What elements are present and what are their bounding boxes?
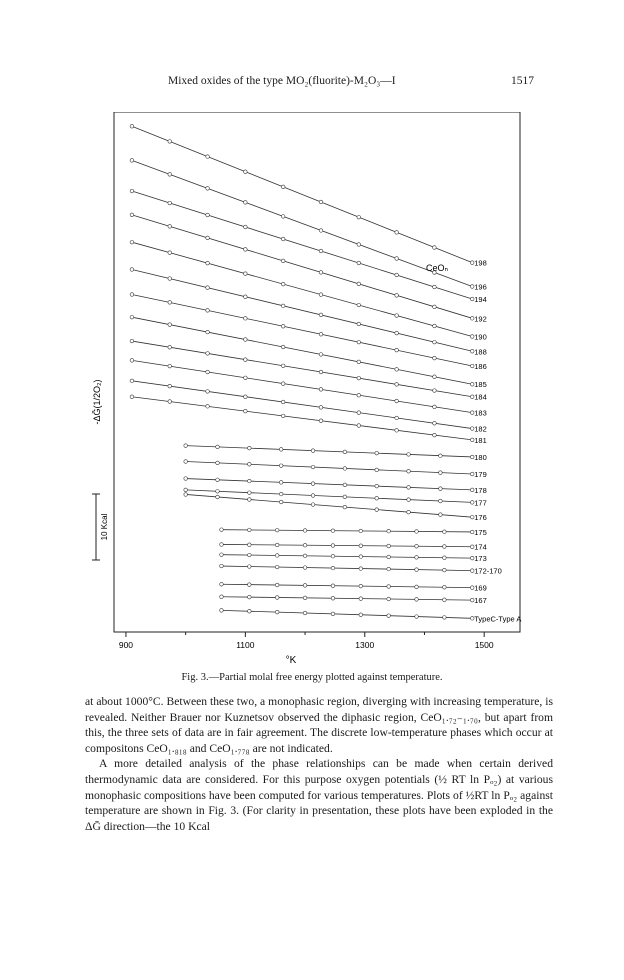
data-point [387,585,391,589]
data-point [395,348,399,352]
data-point [248,609,252,613]
series-label: 190 [474,332,487,342]
data-point [387,544,391,548]
data-point [220,595,224,599]
series-line [132,397,472,440]
series-label: 196 [474,282,487,292]
data-point [244,395,248,399]
series-176 [184,493,487,523]
data-point [206,187,210,191]
data-point [407,498,411,502]
data-point [130,240,134,244]
data-point [206,405,210,409]
data-point [395,399,399,403]
scale-bar-label: 10 Kcal [100,513,109,541]
data-point [357,424,361,428]
data-point [168,277,172,281]
data-point [343,495,347,499]
page-header [0,75,624,93]
data-point [331,612,335,616]
data-point [303,584,307,588]
series-label: 181 [474,435,487,445]
series-layer [130,124,521,623]
scale-bar [92,494,109,560]
series-line [221,584,472,587]
data-point [415,615,419,619]
series-label: 174 [474,542,487,552]
data-point [443,598,447,602]
running-title: Mixed oxides of the type MO₂(fluorite)-M₂O₃—I [168,75,396,87]
series-label: 192 [474,314,487,324]
data-point [331,566,335,570]
data-point [387,555,391,559]
data-point [439,487,443,491]
series-173 [220,553,487,563]
data-point [319,271,323,275]
series-label: 188 [474,347,487,357]
figure-caption: Fig. 3.—Partial molal free energy plotted against temperature. [181,672,443,683]
data-point [279,464,283,468]
series-line [221,530,472,532]
series-line [221,597,472,600]
data-point [415,568,419,572]
data-point [244,317,248,321]
data-point [303,566,307,570]
data-point [319,419,323,423]
data-point [206,213,210,217]
plot-frame [114,112,520,632]
data-point [319,249,323,253]
data-point [130,395,134,399]
data-point [357,393,361,397]
x-tick-label: 1300 [355,640,375,650]
data-point [439,454,443,458]
data-point [433,356,437,360]
data-point [275,543,279,547]
data-point [281,382,285,386]
data-point [407,486,411,490]
series-186 [130,293,487,371]
data-point [248,595,252,599]
series-line [132,126,472,262]
series-190 [130,240,487,341]
data-point [275,610,279,614]
data-point [184,460,188,464]
data-point [279,481,283,485]
series-line [186,479,473,490]
data-point [375,496,379,500]
data-point [281,324,285,328]
data-point [433,246,437,250]
data-point [281,400,285,404]
data-point [433,421,437,425]
data-point [433,433,437,437]
data-point [130,213,134,217]
x-axis [119,632,494,650]
series-line [132,191,472,299]
data-point [130,159,134,163]
series-167 [220,595,487,605]
data-point [433,340,437,344]
data-point [395,231,399,235]
series-line [132,242,472,336]
series-line [186,494,473,517]
data-point [130,268,134,272]
data-point [130,124,134,128]
series-198 [130,124,487,267]
series-line [132,317,472,384]
data-point [279,448,283,452]
data-point [357,340,361,344]
data-point [130,293,134,297]
data-point [415,530,419,534]
data-point [319,293,323,297]
data-point [216,445,220,449]
data-point [375,468,379,472]
data-point [248,462,252,466]
data-point [168,173,172,177]
data-point [279,492,283,496]
data-point [359,567,363,571]
series-line [186,462,473,475]
data-point [281,185,285,189]
data-point [206,261,210,265]
series-174 [220,543,487,552]
data-point [357,215,361,219]
data-point [244,376,248,380]
x-axis-label: °K [285,655,297,666]
data-point [168,201,172,205]
data-point [395,273,399,277]
data-point [433,375,437,379]
data-point [395,368,399,372]
data-point [311,482,315,486]
data-point [395,294,399,298]
data-point [244,409,248,413]
data-point [220,564,224,568]
data-point [407,469,411,473]
series-label: 173 [474,554,487,564]
data-point [184,477,188,481]
data-point [319,229,323,233]
data-point [443,585,447,589]
data-point [343,483,347,487]
data-point [395,257,399,261]
series-line [221,566,472,571]
data-point [168,225,172,229]
data-point [433,305,437,309]
data-point [319,332,323,336]
legend-title: CeOₙ [426,263,449,273]
data-point [357,282,361,286]
data-point [375,484,379,488]
data-point [275,583,279,587]
data-point [248,528,252,532]
data-point [415,598,419,602]
data-point [216,489,220,493]
data-point [281,414,285,418]
data-point [248,543,252,547]
data-point [303,554,307,558]
data-point [303,611,307,615]
data-point [319,388,323,392]
series-label: 178 [474,485,487,495]
data-point [168,140,172,144]
series-line [221,555,472,558]
data-point [415,585,419,589]
data-point [439,471,443,475]
data-point [206,286,210,290]
data-point [395,416,399,420]
paragraph-2: A more detailed analysis of the phase relationships can be made when certain derived thermodynamic data are considered. For this purpose oxygen potentials (½ RT ln Pₒ₂) at various monophasic compositions have been computed for various temperatures. Plots of ½RT ln Pₒ₂ against temperature are shown in Fig. 3. (For clarity in presentation, these plots have been exploded in the ΔḠ direction—the 10 Kcal [85,757,553,833]
series-label: 179 [474,470,487,479]
data-point [357,243,361,247]
data-point [281,364,285,368]
series-184 [130,339,487,401]
series-169 [220,582,487,592]
data-point [275,554,279,558]
data-point [357,411,361,415]
series-line [186,446,473,457]
data-point [359,584,363,588]
series-line [132,269,472,351]
x-tick-label: 900 [118,640,134,650]
data-point [220,609,224,613]
data-point [168,323,172,327]
data-point [433,389,437,393]
series-line [132,215,472,318]
data-point [281,304,285,308]
data-point [130,379,134,383]
data-point [319,200,323,204]
data-point [248,553,252,557]
data-point [443,556,447,560]
data-point [184,444,188,448]
figure-3-chart [84,112,524,668]
data-point [244,170,248,174]
data-point [311,465,315,469]
data-point [395,383,399,387]
data-point [359,544,363,548]
data-point [443,568,447,572]
data-point [168,345,172,349]
data-point [443,616,447,620]
data-point [319,406,323,410]
data-point [244,295,248,299]
data-point [206,330,210,334]
data-point [184,493,188,497]
data-point [311,449,315,453]
body-text [85,694,553,834]
y-axis-label: -ΔḠ(1/2O₂) [92,379,102,425]
series-175 [220,528,487,537]
data-point [303,596,307,600]
data-point [248,479,252,483]
data-point [311,503,315,507]
series-label: 167 [474,596,487,606]
data-point [216,461,220,465]
data-point [439,499,443,503]
data-point [331,554,335,558]
data-point [343,467,347,471]
data-point [357,322,361,326]
data-point [206,390,210,394]
data-point [319,313,323,317]
data-point [220,543,224,547]
data-point [311,494,315,498]
data-point [168,364,172,368]
data-point [184,488,188,492]
data-point [248,565,252,569]
data-point [359,529,363,533]
series-label: 183 [474,408,487,418]
data-point [275,596,279,600]
data-point [220,528,224,532]
data-point [395,331,399,335]
data-point [220,582,224,586]
series-label: 172-170 [474,566,502,576]
data-point [375,508,379,512]
data-point [248,491,252,495]
series-line [221,610,472,618]
series-180 [184,444,487,462]
data-point [244,201,248,205]
data-point [281,259,285,263]
data-point [206,370,210,374]
data-point [216,478,220,482]
data-point [357,261,361,265]
data-point [415,556,419,560]
x-tick-label: 1100 [236,640,255,650]
data-point [387,614,391,618]
series-label: 198 [474,258,487,268]
data-point [359,613,363,617]
data-point [168,384,172,388]
data-point [130,339,134,343]
data-point [281,215,285,219]
series-line [221,544,472,546]
data-point [130,315,134,319]
data-point [281,237,285,241]
data-point [359,597,363,601]
data-point [407,453,411,457]
data-point [443,530,447,534]
data-point [130,189,134,193]
series-label: 182 [474,424,487,434]
data-point [439,513,443,517]
data-point [331,584,335,588]
data-point [206,236,210,240]
data-point [168,301,172,305]
data-point [279,500,283,504]
series-label: 177 [474,498,487,508]
page-number: 1517 [511,75,534,87]
series-label: 185 [474,380,487,390]
data-point [168,400,172,404]
data-point [281,345,285,349]
data-point [303,529,307,533]
data-point [244,358,248,362]
data-point [206,155,210,159]
data-point [168,251,172,255]
series-label: 175 [474,527,487,537]
data-point [319,353,323,357]
data-point [375,451,379,455]
data-point [443,545,447,549]
data-point [433,405,437,409]
data-point [395,429,399,433]
data-point [387,529,391,533]
series-label: 176 [474,513,487,523]
data-point [319,370,323,374]
data-point [415,544,419,548]
data-point [387,597,391,601]
data-point [206,352,210,356]
data-point [275,528,279,532]
data-point [220,553,224,557]
series-label: 184 [474,392,487,402]
data-point [281,282,285,286]
data-point [343,450,347,454]
series-label: 180 [474,452,487,462]
data-point [244,338,248,342]
data-point [407,510,411,514]
data-point [357,303,361,307]
series-179 [184,460,487,479]
data-point [244,272,248,276]
x-tick-label: 1500 [474,640,494,650]
data-point [206,309,210,313]
series-label: 186 [474,362,487,372]
series-TypeC-Type-A [220,609,522,624]
data-point [357,360,361,364]
series-label: 169 [474,583,487,593]
series-172-170 [220,564,502,575]
data-point [331,529,335,533]
data-point [331,596,335,600]
data-point [331,544,335,548]
series-label: TypeC-Type A [474,614,522,624]
data-point [248,583,252,587]
series-line [186,490,473,503]
data-point [244,225,248,229]
data-point [357,376,361,380]
data-point [130,359,134,363]
data-point [433,324,437,328]
data-point [303,543,307,547]
data-point [275,565,279,569]
data-point [395,314,399,318]
series-label: 194 [474,295,487,304]
series-188 [130,268,487,357]
data-point [433,285,437,289]
series-line [132,160,472,286]
data-point [248,498,252,502]
data-point [343,505,347,509]
paragraph-1: at about 1000°C. Between these two, a monophasic region, diverging with increasing temperature, is revealed. Neither Brauer nor Kuznetsov observed the diphasic region, CeO₁.₇₂₋₁.₇₀, but apart from this, the three sets of data are in fair agreement. The discrete low-temperature phases which occur at compositons CeO₁.₈₁₈ and CeO₁.₇₇₈ are not indicated. [85,695,553,755]
data-point [387,567,391,571]
data-point [359,555,363,559]
series-181 [130,392,487,445]
series-line [132,294,472,366]
data-point [244,248,248,252]
data-point [216,495,220,499]
data-point [248,446,252,450]
